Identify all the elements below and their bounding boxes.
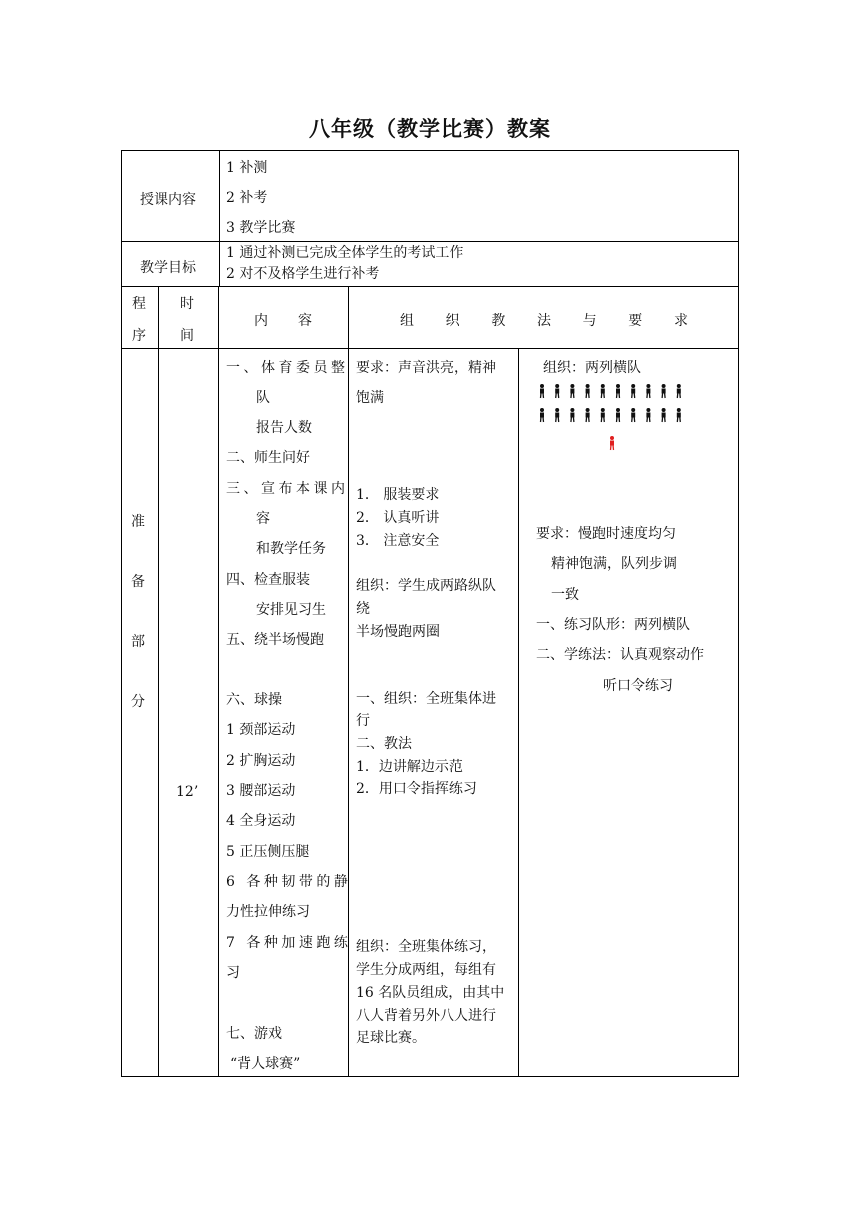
content-line: 习 <box>226 965 240 981</box>
student-figure <box>570 408 574 422</box>
table-border-left <box>121 150 122 1077</box>
col-divider-time <box>218 286 219 1076</box>
header-time: 间 <box>180 328 194 344</box>
method-line: 组织：全班集体练习， <box>356 939 496 955</box>
row-divider-body <box>121 348 739 349</box>
content-line: 一、体育委员整 <box>226 360 349 376</box>
teaching-content-label: 授课内容 <box>140 192 196 208</box>
table-border-top <box>121 150 739 151</box>
method-line: 组织：学生成两路纵队 <box>356 578 496 594</box>
teaching-content-item: 1 补测 <box>226 160 268 176</box>
content-line: 队 <box>256 390 270 406</box>
page-title: 八年级（教学比赛）教案 <box>309 116 551 141</box>
content-line: 和教学任务 <box>256 541 326 557</box>
content-line: 四、检查服装 <box>226 572 310 588</box>
method-line: 一、组织：全班集体进 <box>356 691 496 707</box>
org-line: 听口令练习 <box>603 678 673 694</box>
student-figure <box>586 384 590 398</box>
table-border-right <box>738 150 739 1077</box>
content-line: 七、游戏 <box>226 1026 282 1042</box>
header-method-char: 与 <box>582 313 597 329</box>
method-line: 1．边讲解边示范 <box>356 759 463 775</box>
header-method-char: 要 <box>628 313 643 329</box>
teaching-content-item: 3 教学比赛 <box>226 220 296 236</box>
col-divider-method <box>518 348 519 1076</box>
header-method-char: 法 <box>536 313 551 329</box>
method-line: 1． 服装要求 <box>356 487 440 503</box>
student-figure <box>631 384 635 398</box>
header-method-char: 组 <box>400 313 414 329</box>
content-line: 5 正压侧压腿 <box>226 844 310 860</box>
org-line: 一致 <box>551 587 579 603</box>
section-name-char: 部 <box>131 634 145 650</box>
method-line: 16 名队员组成，由其中 <box>356 985 505 1001</box>
content-line: 容 <box>256 511 270 527</box>
teaching-goals-label: 教学目标 <box>140 260 196 276</box>
student-figure <box>555 408 559 422</box>
content-line: 1 颈部运动 <box>226 722 296 738</box>
org-line: 组织：两列横队 <box>543 360 641 376</box>
student-figure <box>586 408 590 422</box>
content-line: 六、球操 <box>226 692 282 708</box>
student-figure <box>646 384 650 398</box>
method-line: 行 <box>356 713 370 729</box>
content-line: 三、宣布本课内 <box>226 481 349 497</box>
method-line: 学生分成两组，每组有 <box>356 962 496 978</box>
table-border-bottom <box>121 1076 739 1077</box>
formation-diagram <box>530 380 700 455</box>
section-name-char: 分 <box>131 694 145 710</box>
student-figure <box>616 408 620 422</box>
section-time: 12’ <box>176 784 199 800</box>
student-figure <box>570 384 574 398</box>
student-figure <box>540 408 544 422</box>
method-line: 2．用口令指挥练习 <box>356 781 477 797</box>
method-line: 饱满 <box>356 390 384 406</box>
header-method-char: 教 <box>491 313 506 329</box>
content-line: 3 腰部运动 <box>226 783 296 799</box>
method-line: 3． 注意安全 <box>356 533 440 549</box>
content-line: 力性拉伸练习 <box>226 904 310 920</box>
header-method-char: 求 <box>673 313 688 329</box>
col-divider-content <box>348 286 349 1076</box>
content-line: 6 各种韧带的静 <box>226 874 352 890</box>
student-figure <box>662 384 666 398</box>
teacher-figure <box>610 436 614 450</box>
org-line: 要求：慢跑时速度均匀 <box>536 526 676 542</box>
teaching-goal-item: 2 对不及格学生进行补考 <box>226 266 380 282</box>
content-line: “背人球赛” <box>230 1056 301 1072</box>
header-time: 时 <box>180 296 194 312</box>
method-line: 半场慢跑两圈 <box>356 624 440 640</box>
content-line: 安排见习生 <box>256 602 326 618</box>
method-line: 绕 <box>356 601 370 617</box>
student-figure <box>555 384 559 398</box>
method-line: 足球比赛。 <box>356 1030 426 1046</box>
row-divider-goals <box>121 241 739 242</box>
method-line: 二、教法 <box>356 736 412 752</box>
student-figure <box>616 384 620 398</box>
section-name-char: 备 <box>131 574 145 590</box>
student-figure <box>631 408 635 422</box>
header-method-char: 织 <box>445 313 460 329</box>
content-line: 二、师生问好 <box>226 450 310 466</box>
section-name-char: 准 <box>131 514 145 530</box>
header-method <box>400 311 688 331</box>
student-figure <box>601 384 605 398</box>
teaching-goal-item: 1 通过补测已完成全体学生的考试工作 <box>226 245 464 261</box>
student-figure <box>646 408 650 422</box>
content-line: 4 全身运动 <box>226 813 296 829</box>
header-content: 容 <box>298 313 312 329</box>
student-figure <box>540 384 544 398</box>
method-line: 2． 认真听讲 <box>356 510 440 526</box>
header-procedure: 序 <box>132 328 146 344</box>
student-figure <box>677 408 681 422</box>
teaching-content-item: 2 补考 <box>226 190 268 206</box>
method-line: 八人背着另外八人进行 <box>356 1008 496 1024</box>
student-figure <box>677 384 681 398</box>
content-line: 7 各种加速跑练 <box>226 935 352 951</box>
org-line: 一、练习队形：两列横队 <box>536 617 690 633</box>
student-figure <box>601 408 605 422</box>
org-line: 二、学练法：认真观察动作 <box>536 647 704 663</box>
student-figure <box>662 408 666 422</box>
row-divider-header <box>121 286 739 287</box>
header-procedure: 程 <box>132 296 146 312</box>
method-line: 要求：声音洪亮，精神 <box>356 360 496 376</box>
content-line: 2 扩胸运动 <box>226 753 296 769</box>
content-line: 报告人数 <box>256 420 312 436</box>
org-line: 精神饱满，队列步调 <box>551 556 677 572</box>
header-content: 内 <box>254 313 268 329</box>
content-line: 五、绕半场慢跑 <box>226 632 324 648</box>
col-divider-procedure <box>158 286 159 1076</box>
col-divider-label <box>219 150 220 286</box>
